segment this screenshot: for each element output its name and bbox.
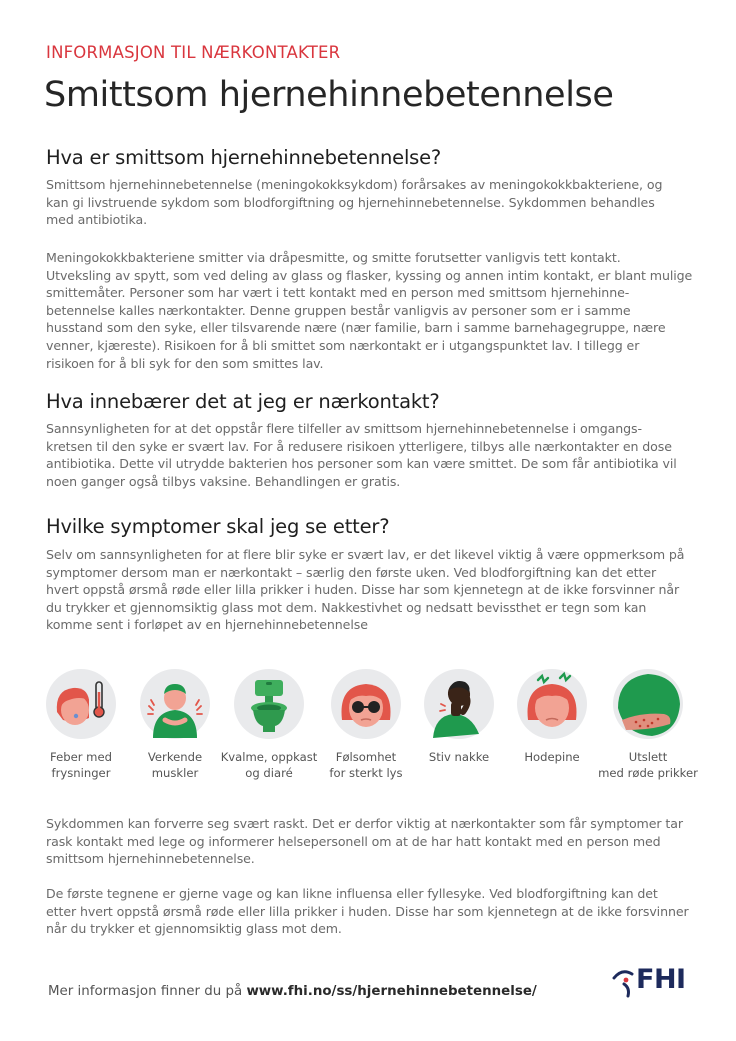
- caption-line: Utslett: [628, 750, 668, 764]
- section-symptoms-paragraph: [46, 546, 706, 634]
- rash-arm-icon: [612, 668, 684, 740]
- text-line: du trykker et gjennomsiktig glass mot dem. Nakkestivhet og nedsatt bevissthet er tegn som kan: [46, 599, 647, 615]
- caption-line: Stiv nakke: [428, 750, 490, 764]
- text-line: Selv om sannsynligheten for at flere blir syke er svært lav, er det likevel viktig å være oppmerksom på: [46, 547, 685, 562]
- text-line: etter hvert oppstå ørsmå røde eller lilla prikker i huden. Disse har som kjennetegn at de ikke forsvinner: [46, 903, 689, 919]
- caption-line: for sterkt lys: [329, 765, 403, 780]
- symptom-caption-headache: [497, 750, 607, 766]
- text-line: risikoen for å bli syk for den som smittes lav.: [46, 355, 324, 371]
- text-line: Utveksling av spytt, som ved deling av glass og flasker, kyssing og annen intim kontakt, er blant mulige: [46, 267, 693, 283]
- section-heading-what-is: Hva er smittsom hjernehinnebetennelse?: [46, 146, 442, 169]
- text-line: kan gi livstruende sykdom som blodforgiftning og hjernehinnebetennelse. Sykdommen behandles: [46, 194, 655, 210]
- footer-link[interactable]: www.fhi.no/ss/hjernehinnebetennelse/: [246, 984, 537, 999]
- caption-line: frysninger: [51, 765, 111, 780]
- text-line: venner, kjæreste). Risikoen for å bli smittet som nærkontakt er i utgangspunktet lav. I tillegg er: [46, 337, 640, 353]
- text-line: Meningokokkbakteriene smitter via dråpesmitte, og smitte forutsetter vanligvis tett kontakt.: [46, 250, 621, 265]
- symptom-caption-rash: [593, 750, 703, 781]
- symptom-caption-nausea: [214, 750, 324, 781]
- closing-paragraph-1: [46, 815, 706, 868]
- section-close-contact-paragraph: [46, 420, 706, 490]
- footer-prefix: Mer informasjon finner du på: [48, 984, 247, 999]
- text-line: symptomer dersom man er nærkontakt – særlig den første uken. Ved blodforgiftning kan det etter: [46, 564, 657, 580]
- text-line: med antibiotika.: [46, 212, 147, 228]
- caption-line: muskler: [151, 765, 199, 780]
- caption-line: Kvalme, oppkast: [220, 750, 318, 764]
- text-line: betennelse kalles nærkontakter. Denne gruppen består vanligvis av personer som er i samme: [46, 302, 631, 318]
- stiff-neck-icon: [423, 668, 495, 740]
- caption-line: med røde prikker: [598, 765, 698, 780]
- text-line: når du trykker et gjennomsiktig glass mot dem.: [46, 921, 342, 937]
- headache-icon: [516, 668, 588, 740]
- text-line: antibiotika. Dette vil utrydde bakterien hos personer som kan være smittet. De som får antibiotika vil: [46, 456, 677, 472]
- text-line: kretsen til den syke er svært lav. For å redusere risikoen ytterligere, tilbys alle nærkontakter en dose: [46, 438, 672, 454]
- text-line: rask kontakt med lege og informerer helsepersonell om at de har hatt kontakt med en person med: [46, 833, 661, 849]
- text-line: De første tegnene er gjerne vage og kan likne influensa eller fyllesyke. Ved blodforgiftning kan det: [46, 886, 658, 901]
- text-line: Sannsynligheten for at det oppstår flere tilfeller av smittsom hjernehinnebetennelse i omgangs-: [46, 421, 642, 436]
- fever-thermometer-icon: [45, 668, 117, 740]
- section-what-is-paragraph-1: [46, 176, 706, 229]
- toilet-icon: [233, 668, 305, 740]
- text-line: smittemåter. Personer som har vært i tett kontakt med en person med smittsom hjernehinne-: [46, 285, 630, 301]
- section-heading-symptoms: Hvilke symptomer skal jeg se etter?: [46, 515, 390, 538]
- text-line: smittsom hjernehinnebetennelse.: [46, 851, 255, 867]
- section-heading-close-contact: Hva innebærer det at jeg er nærkontakt?: [46, 390, 440, 413]
- caption-line: Hodepine: [524, 750, 580, 764]
- section-what-is-paragraph-2: [46, 249, 706, 372]
- caption-line: og diaré: [245, 765, 293, 780]
- text-line: husstand som den syke, eller tilsvarende nære (nær familie, barn i samme barnehagegruppe, nære: [46, 320, 666, 336]
- text-line: komme sent i forløpet av en hjernehinnebetennelse: [46, 617, 368, 633]
- caption-line: Feber med: [50, 750, 112, 764]
- fhi-logo: FHI: [636, 964, 686, 995]
- aching-muscles-icon: [139, 668, 211, 740]
- caption-line: Verkende: [147, 750, 203, 764]
- text-line: noen ganger også tilbys vaksine. Behandlingen er gratis.: [46, 473, 401, 489]
- text-line: hvert oppstå ørsmå røde eller lilla prikker i huden. Disse har som kjennetegn at de ikke forsvinner når: [46, 582, 680, 598]
- footer-more-info: [48, 984, 537, 999]
- sunglasses-face-icon: [330, 668, 402, 740]
- caption-line: Følsomhet: [335, 750, 397, 764]
- kicker: INFORMASJON TIL NÆRKONTAKTER: [46, 43, 341, 62]
- closing-paragraph-2: [46, 885, 706, 938]
- text-line: Smittsom hjernehinnebetennelse (meningokokksykdom) forårsakes av meningokokkbakteriene, og: [46, 177, 663, 192]
- page-title: Smittsom hjernehinnebetennelse: [44, 75, 614, 115]
- text-line: Sykdommen kan forverre seg svært raskt. Det er derfor viktig at nærkontakter som får symptomer tar: [46, 816, 683, 831]
